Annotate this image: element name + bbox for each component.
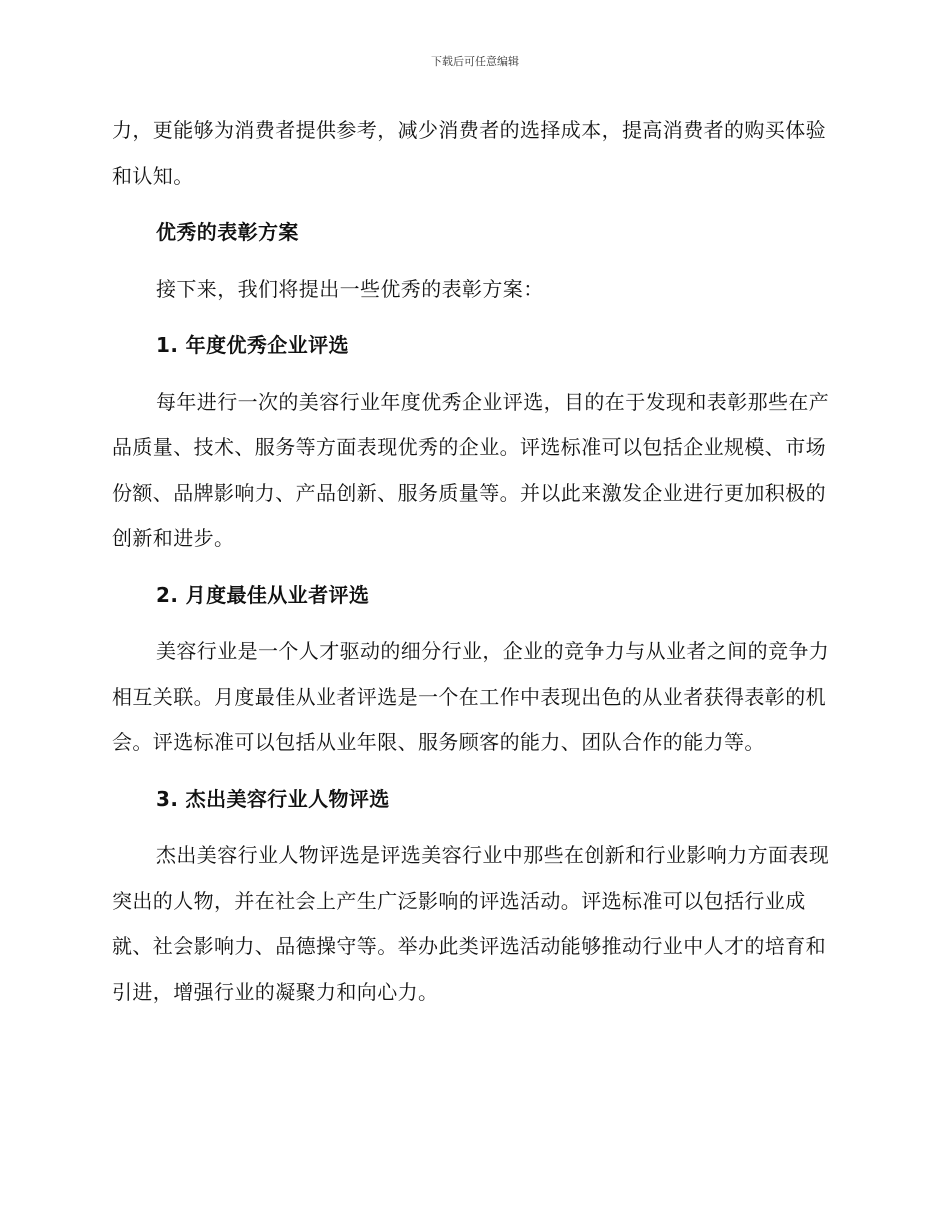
- paragraph-continuation: 力，更能够为消费者提供参考，减少消费者的选择成本，提高消费者的购买体验和认知。: [112, 118, 826, 188]
- heading-annual-enterprise: 1. 年度优秀企业评选: [156, 333, 349, 357]
- section-heading: 优秀的表彰方案: [156, 220, 299, 244]
- heading-outstanding-figure: 3. 杰出美容行业人物评选: [156, 786, 390, 811]
- paragraph-annual-enterprise: 每年进行一次的美容行业年度优秀企业评选，目的在于发现和表彰那些在产品质量、技术、服务等方面表现优秀的企业。评选标准可以包括企业规模、市场份额、品牌影响力、产品创新、服务质量等。并以此来激发企业进行更加积极的创新和进步。: [112, 389, 830, 550]
- paragraph-monthly-practitioner: 美容行业是一个人才驱动的细分行业，企业的竞争力与从业者之间的竞争力相互关联。月度最佳从业者评选是一个在工作中表现出色的从业者获得表彰的机会。评选标准可以包括从业年限、服务顾客的能力、团队合作的能力等。: [112, 639, 830, 754]
- page-header: 下载后可任意编辑: [431, 55, 519, 68]
- paragraph-outstanding-figure: 杰出美容行业人物评选是评选美容行业中那些在创新和行业影响力方面表现突出的人物，并在社会上产生广泛影响的评选活动。评选标准可以包括行业成就、社会影响力、品德操守等。举办此类评选活动能够推动行业中人才的培育和引进，增强行业的凝聚力和向心力。: [112, 843, 830, 1004]
- document-body: [112, 108, 830, 1015]
- heading-monthly-practitioner: 2. 月度最佳从业者评选: [156, 582, 370, 607]
- paragraph-intro: 接下来，我们将提出一些优秀的表彰方案：: [156, 276, 544, 301]
